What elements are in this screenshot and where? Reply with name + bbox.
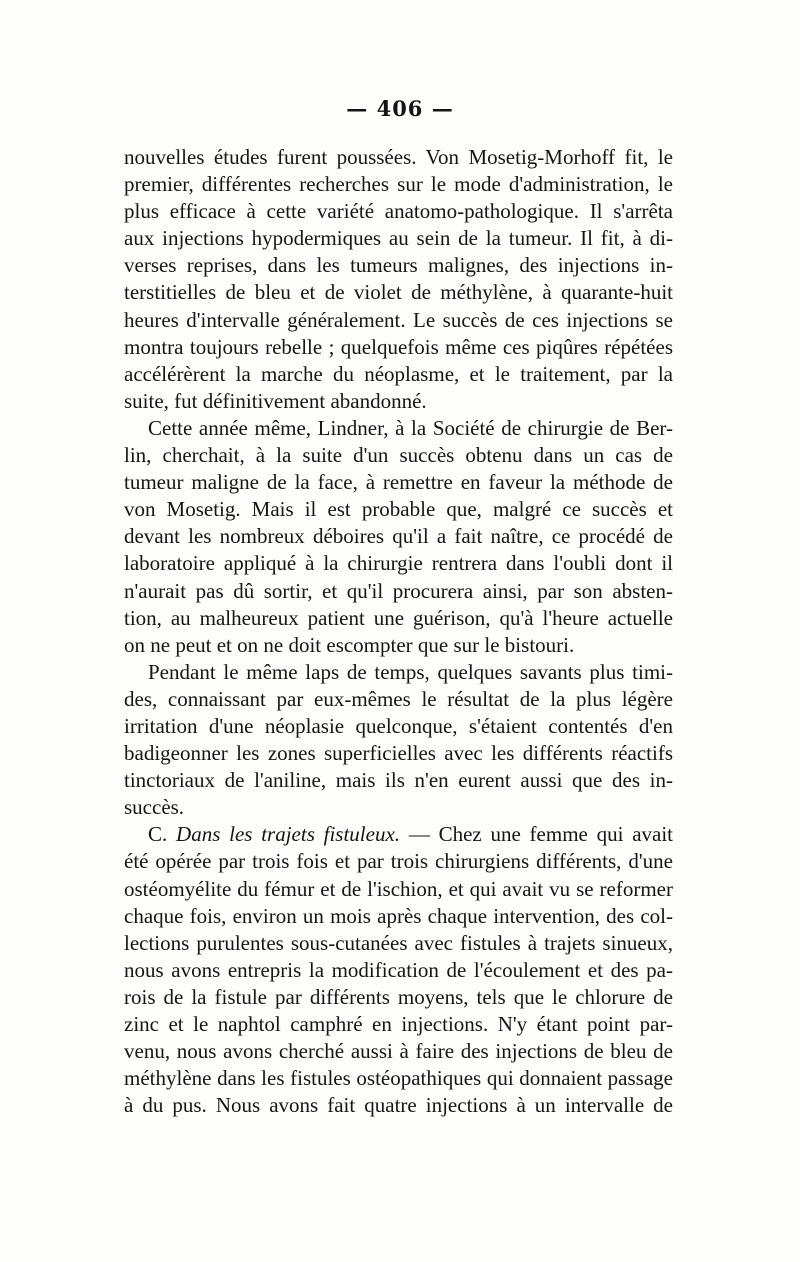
text-line: on ne peut et on ne doit escompter que sur le bistouri. (124, 632, 575, 657)
paragraph-3 (124, 659, 673, 822)
text-line: plus efficace à cette variété anatomo-pathologique. Il s'arrêta (124, 199, 673, 224)
text-line: nous avons entrepris la modification de l'écoulement et des pa- (124, 957, 673, 982)
text-line: devant les nombreux déboires qu'il a fait naître, ce procédé de (124, 524, 673, 549)
text-line: tumeur maligne de la face, à remettre en faveur la méthode de (124, 470, 673, 495)
text-line: tion, au malheureux patient une guérison, qu'à l'heure actuelle (124, 605, 673, 630)
text-line: Cette année même, Lindner, à la Société de chirurgie de Ber- (148, 415, 673, 440)
section-title: Dans les trajets fistuleux. (176, 822, 401, 847)
body-text (124, 144, 673, 1119)
text-line: badigeonner les zones superficielles avec les différents réactifs (124, 741, 673, 766)
text-line: lin, cherchait, à la suite d'un succès obtenu dans un cas de (124, 443, 673, 468)
text-line: terstitielles de bleu et de violet de méthylène, à quarante-huit (124, 280, 673, 305)
text-line: aux injections hypodermiques au sein de la tumeur. Il fit, à di- (124, 226, 673, 251)
text-line: von Mosetig. Mais il est probable que, malgré ce succès et (124, 497, 673, 522)
text-line: des, connaissant par eux-mêmes le résultat de la plus légère (124, 686, 673, 711)
paragraph-4 (124, 821, 673, 1119)
paragraph-2 (124, 415, 673, 659)
text-line: nouvelles études furent poussées. Von Mosetig-Morhoff fit, le (124, 145, 673, 169)
text-line: Pendant le même laps de temps, quelques savants plus timi- (148, 659, 673, 684)
text-line: zinc et le naphtol camphré en injections. N'y étant point par- (124, 1012, 673, 1036)
paragraph-1 (124, 144, 673, 415)
text-line: n'aurait pas dû sortir, et qu'il procurera ainsi, par son absten- (124, 578, 673, 603)
section-heading-line (124, 821, 673, 848)
text-line: heures d'intervalle généralement. Le succès de ces injections se (124, 307, 673, 332)
text-line: ostéomyélite du fémur et de l'ischion, et qui avait vu se reformer (124, 876, 673, 901)
text-line: premier, différentes recherches sur le mode d'administration, le (124, 172, 673, 197)
text-line: méthylène dans les fistules ostéopathiques qui donnaient passage (124, 1066, 673, 1091)
text-line: lections purulentes sous-cutanées avec fistules à trajets sinueux, (124, 930, 673, 955)
text-line: suite, fut définitivement abandonné. (124, 388, 427, 413)
text-line: verses reprises, dans les tumeurs malignes, des injections in- (124, 253, 673, 278)
section-label: C. (148, 822, 168, 847)
text-line: tinctoriaux de l'aniline, mais ils n'en eurent aussi que des in- (124, 768, 673, 793)
text-line: laboratoire appliqué à la chirurgie rentrera dans l'oubli dont il (124, 551, 673, 576)
text-line: été opérée par trois fois et par trois chirurgiens différents, d'une (124, 849, 673, 874)
text-line: venu, nous avons cherché aussi à faire des injections de bleu de (124, 1039, 673, 1064)
text-line: accélérèrent la marche du néoplasme, et le traitement, par la (124, 361, 673, 386)
text-line: montra toujours rebelle ; quelquefois même ces piqûres répétées (124, 334, 673, 359)
text-line: irritation d'une néoplasie quelconque, s'étaient contentés d'en (124, 713, 673, 738)
text-line: succès. (124, 795, 185, 820)
text-line: rois de la fistule par différents moyens, tels que le chlorure de (124, 984, 673, 1009)
text-line: à du pus. Nous avons fait quatre injections à un intervalle de (124, 1093, 673, 1118)
page-number: — 406 — (346, 96, 454, 121)
section-text: — Chez une femme qui avait (408, 822, 673, 847)
text-line: chaque fois, environ un mois après chaque intervention, des col- (124, 903, 673, 928)
